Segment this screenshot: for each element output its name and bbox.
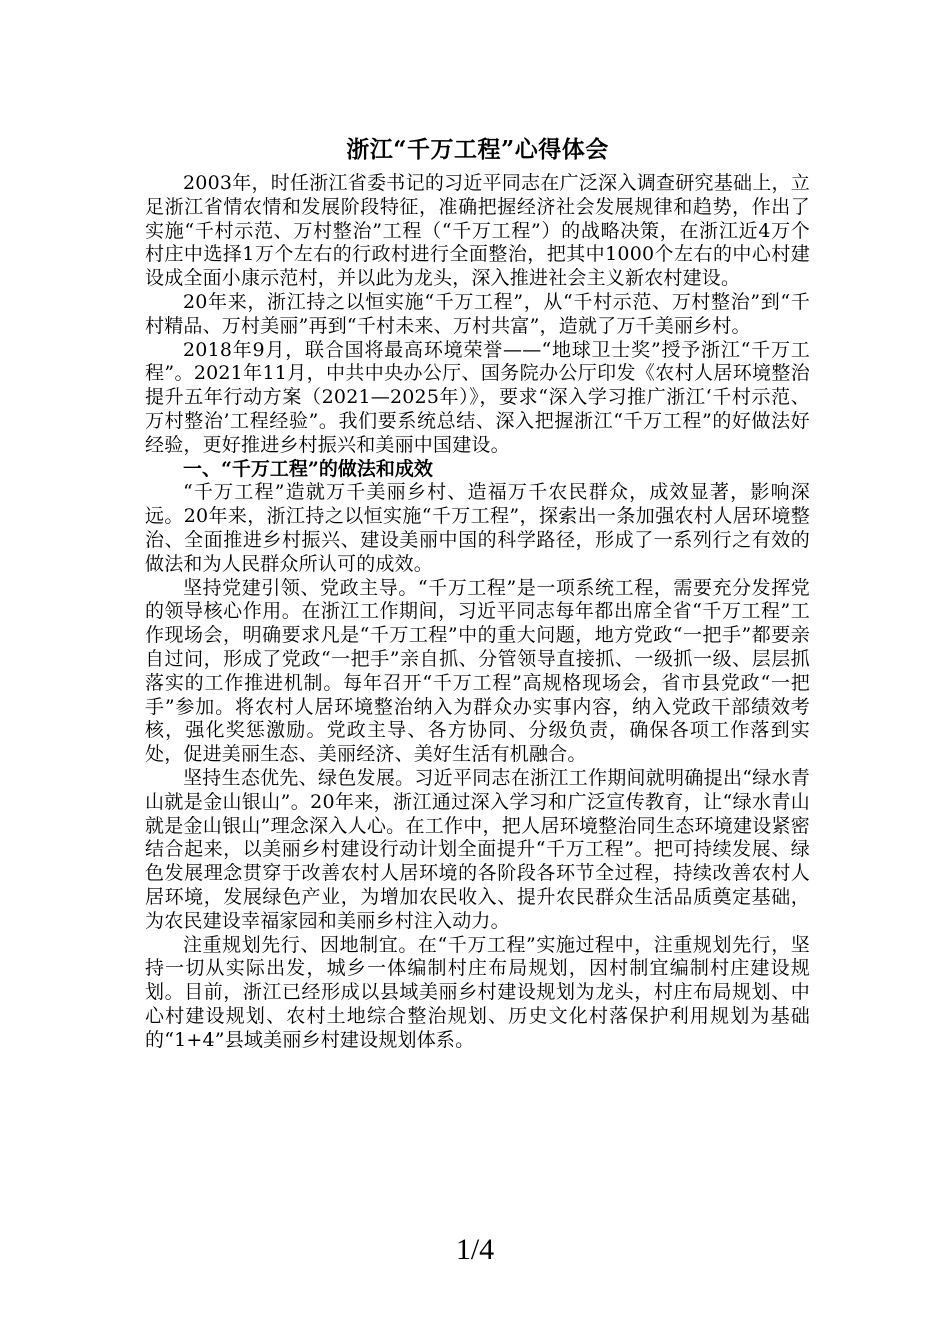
paragraph-intro: 2003年，时任浙江省委书记的习近平同志在广泛深入调查研究基础上，立足浙江省情农情和发展阶段特征，准确把握经济社会发展规律和趋势，作出了实施“千村示范、万村整治”工程（“千万工程”）的战略决策，在浙江近4万个村庄中选择1万个左右的行政村进行全面整治，把其中1000个左右的中心村建设成全面小康示范村，并以此为龙头，深入推进社会主义新农村建设。 xyxy=(145,172,810,290)
paragraph-green-development: 坚持生态优先、绿色发展。习近平同志在浙江工作期间就明确提出“绿水青山就是金山银山”。20年来，浙江通过深入学习和广泛宣传教育，让“绿水青山就是金山银山”理念深入人心。在工作中，把人居环境整治同生态环境建设紧密结合起来，以美丽乡村建设行动计划全面提升“千万工程”。把可持续发展、绿色发展理念贯穿于改善农村人居环境的各阶段各环节全过程，持续改善农村人居环境，发展绿色产业，为增加农民收入、提升农民群众生活品质奠定基础，为农民建设幸福家园和美丽乡村注入动力。 xyxy=(145,766,810,932)
page-number: 1/4 xyxy=(455,1233,495,1266)
paragraph-award: 2018年9月，联合国将最高环境荣誉——“地球卫士奖”授予浙江“千万工程”。2021年11月，中共中央办公厅、国务院办公厅印发《农村人居环境整治提升五年行动方案（2021—2025年）》，要求“深入学习推广浙江‘千村示范、万村整治’工程经验”。我们要系统总结、深入把握浙江“千万工程”的好做法好经验，更好推进乡村振兴和美丽中国建设。 xyxy=(145,338,810,456)
section-heading: 一、“千万工程”的做法和成效 xyxy=(183,457,433,480)
document-title: 浙江“千万工程”心得体会 xyxy=(346,136,609,163)
paragraph-achievements: “千万工程”造就万千美丽乡村、造福万千农民群众，成效显著，影响深远。20年来，浙江持之以恒实施“千万工程”，探索出一条加强农村人居环境整治、全面推进乡村振兴、建设美丽中国的科学路径，形成了一系列行之有效的做法和为人民群众所认可的成效。 xyxy=(145,481,810,575)
document-page xyxy=(145,128,810,1052)
paragraph-twenty-years: 20年来，浙江持之以恒实施“千万工程”，从“千村示范、万村整治”到“千村精品、万村美丽”再到“千村未来、万村共富”，造就了万千美丽乡村。 xyxy=(145,290,810,337)
paragraph-planning: 注重规划先行、因地制宜。在“千万工程”实施过程中，注重规划先行，坚持一切从实际出发，城乡一体编制村庄布局规划，因村制宜编制村庄建设规划。目前，浙江已经形成以县域美丽乡村建设规划为龙头，村庄布局规划、中心村建设规划、农村土地综合整治规划、历史文化村落保护利用规划为基础的“1+4”县域美丽乡村建设规划体系。 xyxy=(145,933,810,1051)
paragraph-party-leadership: 坚持党建引领、党政主导。“千万工程”是一项系统工程，需要充分发挥党的领导核心作用。在浙江工作期间，习近平同志每年都出席全省“千万工程”工作现场会，明确要求凡是“千万工程”中的重大问题，地方党政“一把手”都要亲自过问，形成了党政“一把手”亲自抓、分管领导直接抓、一级抓一级、层层抓落实的工作推进机制。每年召开“千万工程”高规格现场会，省市县党政“一把手”参加。将农村人居环境整治纳入为群众办实事内容，纳入党政干部绩效考核，强化奖惩激励。党政主导、各方协同、分级负责，确保各项工作落到实处，促进美丽生态、美丽经济、美好生活有机融合。 xyxy=(145,576,810,766)
